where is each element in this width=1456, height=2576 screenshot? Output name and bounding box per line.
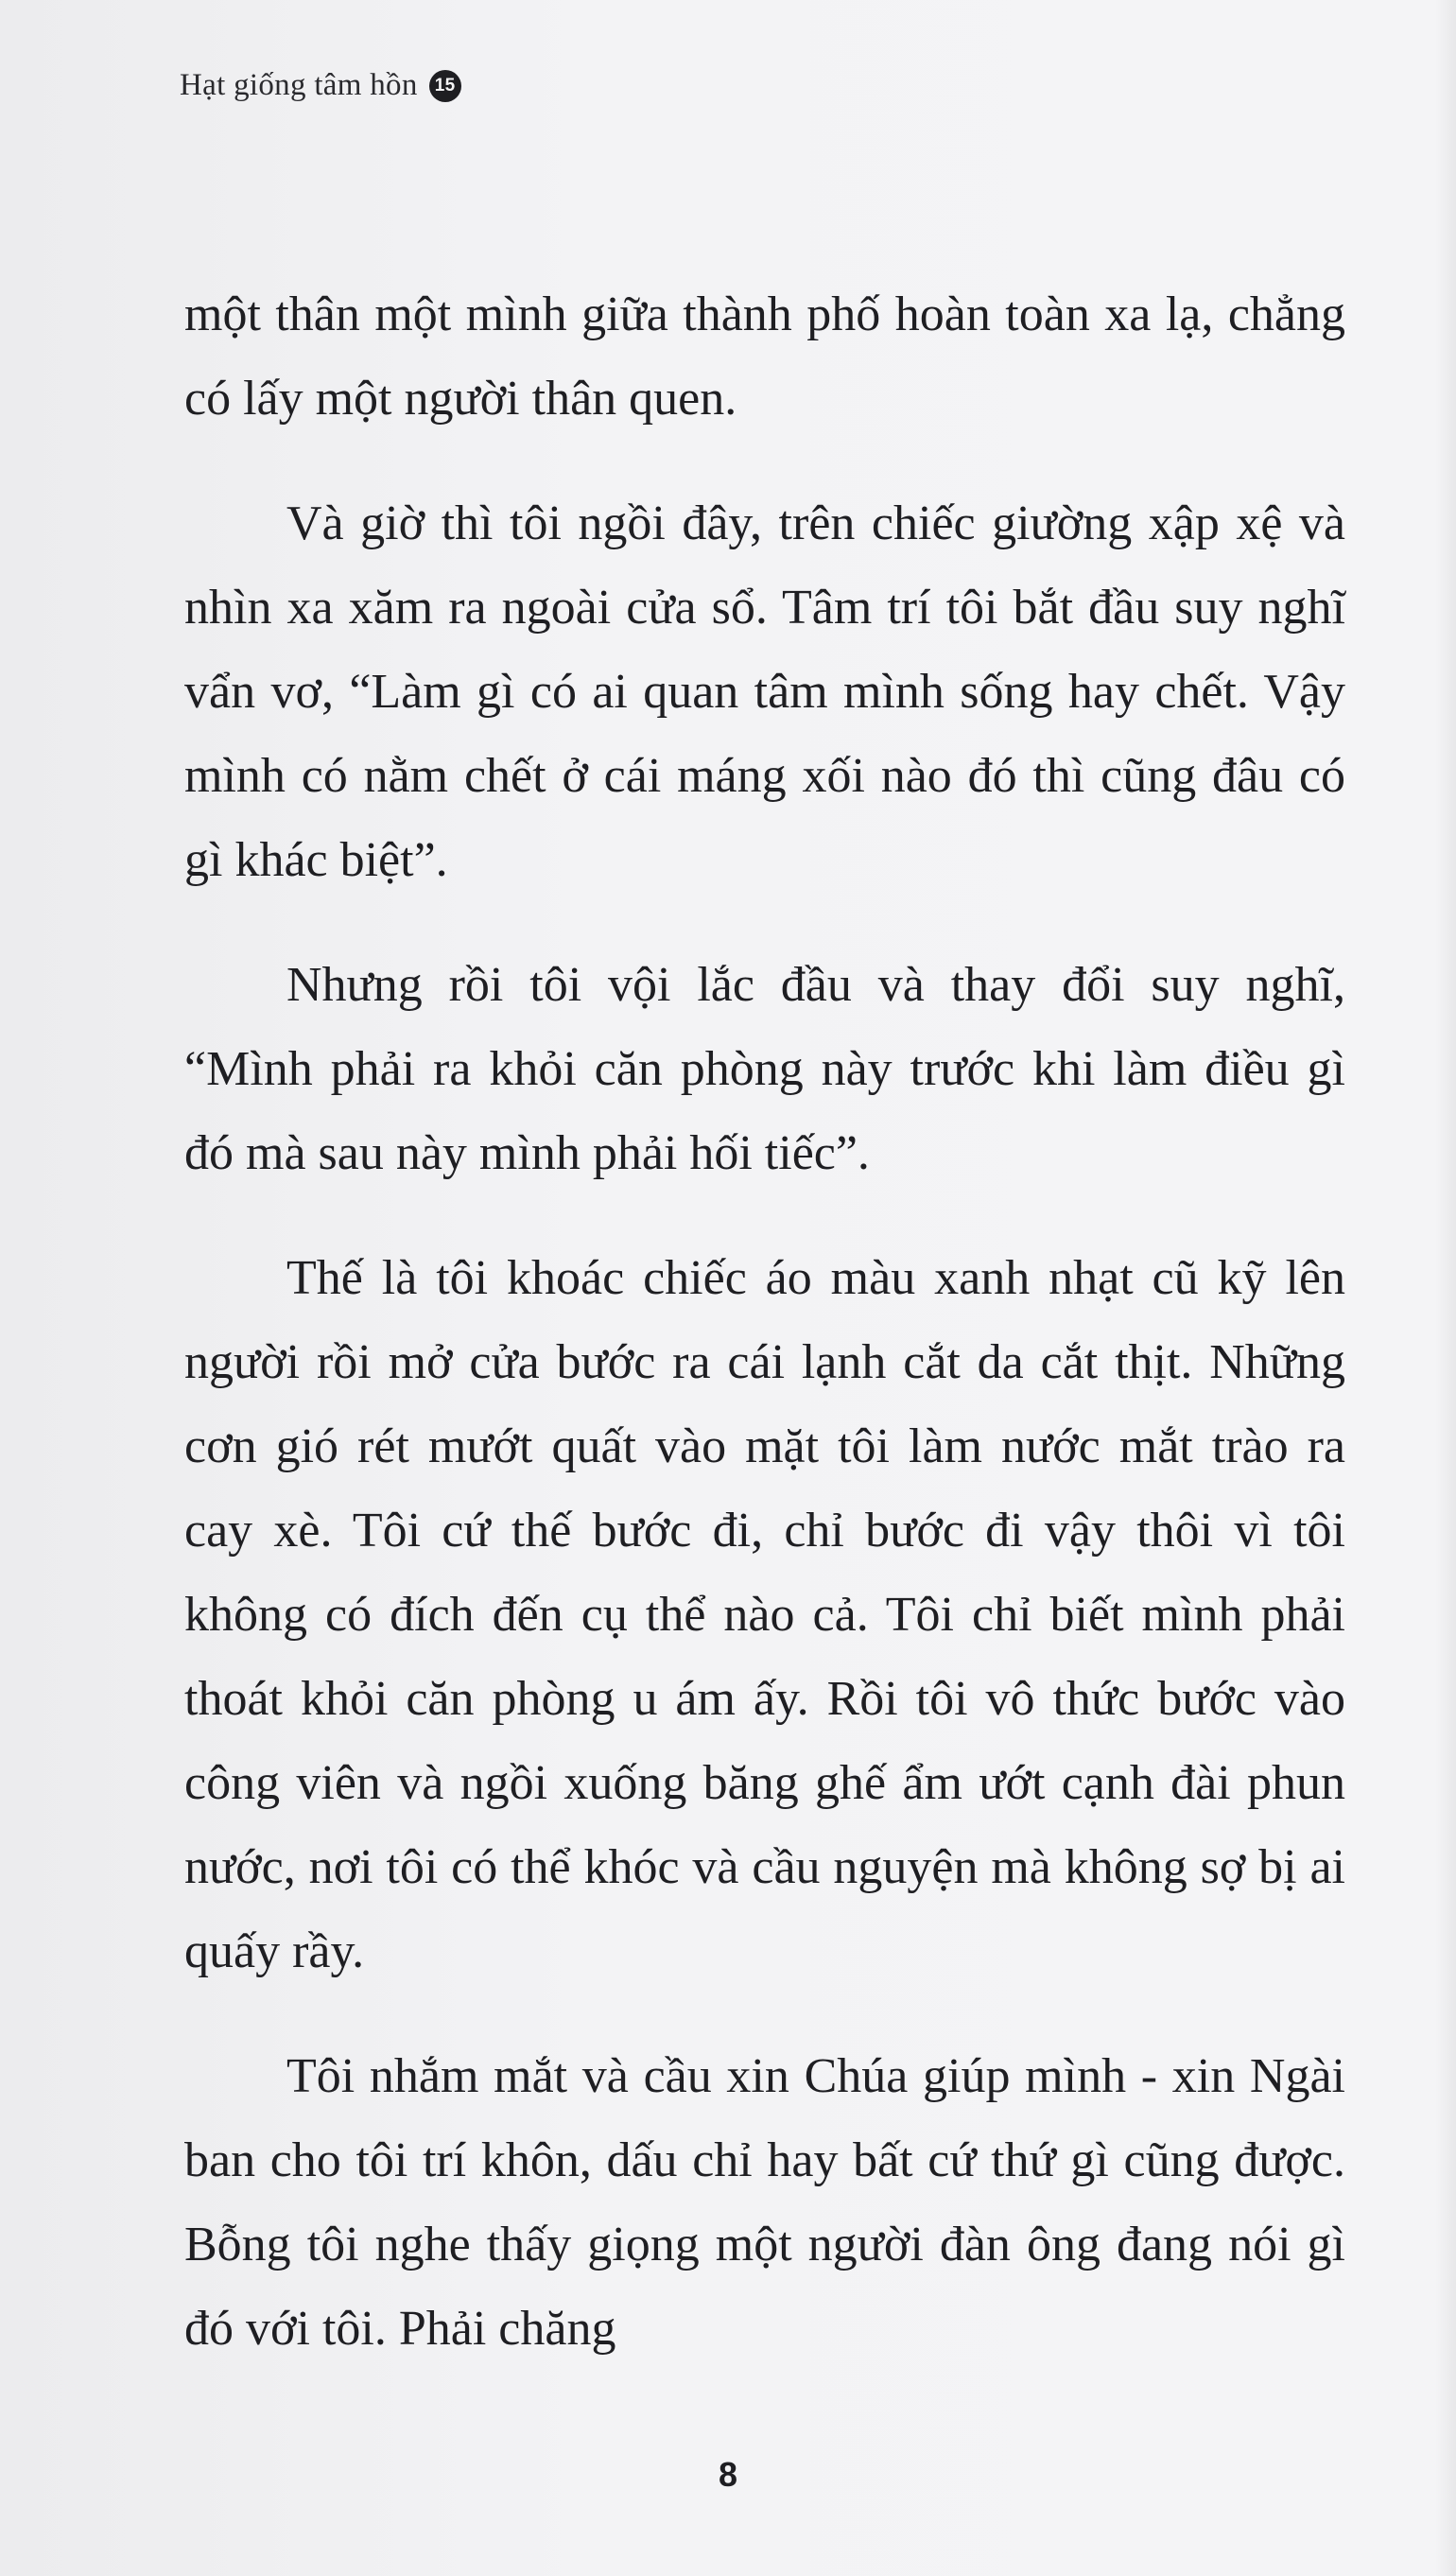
running-header: [180, 68, 461, 103]
volume-number-badge: 15: [429, 70, 461, 102]
body-text: [184, 272, 1345, 2411]
book-title: Hạt giống tâm hồn: [180, 68, 418, 102]
paragraph: Thế là tôi khoác chiếc áo màu xanh nhạt cũ kỹ lên người rồi mở cửa bước ra cái lạnh cắt da cắt thịt. Những cơn gió rét mướt quất vào mặt tôi làm nước mắt trào ra cay xè. Tôi cứ thế bước đi, chỉ bước đi vậy thôi vì tôi không có đích đến cụ thể nào cả. Tôi chỉ biết mình phải thoát khỏi căn phòng u ám ấy. Rồi tôi vô thức bước vào công viên và ngồi xuống băng ghế ẩm ướt cạnh đài phun nước, nơi tôi có thể khóc và cầu nguyện mà không sợ bị ai quấy rầy.: [184, 1251, 1345, 1978]
paragraph: Và giờ thì tôi ngồi đây, trên chiếc giường xập xệ và nhìn xa xăm ra ngoài cửa sổ. Tâm trí tôi bắt đầu suy nghĩ vẩn vơ, “Làm gì có ai quan tâm mình sống hay chết. Vậy mình có nằm chết ở cái máng xối nào đó thì cũng đâu có gì khác biệt”.: [184, 496, 1345, 887]
page-number: 8: [718, 2455, 738, 2494]
page-edge-shadow: [1435, 0, 1456, 2576]
paragraph: Nhưng rồi tôi vội lắc đầu và thay đổi suy nghĩ, “Mình phải ra khỏi căn phòng này trước khi làm điều gì đó mà sau này mình phải hối tiếc”.: [184, 958, 1345, 1180]
paragraph: một thân một mình giữa thành phố hoàn toàn xa lạ, chẳng có lấy một người thân quen.: [184, 287, 1345, 426]
paragraph: Tôi nhắm mắt và cầu xin Chúa giúp mình - xin Ngài ban cho tôi trí khôn, dấu chỉ hay bất cứ thứ gì cũng được. Bỗng tôi nghe thấy giọng một người đàn ông đang nói gì đó với tôi. Phải chăng: [184, 2049, 1345, 2356]
